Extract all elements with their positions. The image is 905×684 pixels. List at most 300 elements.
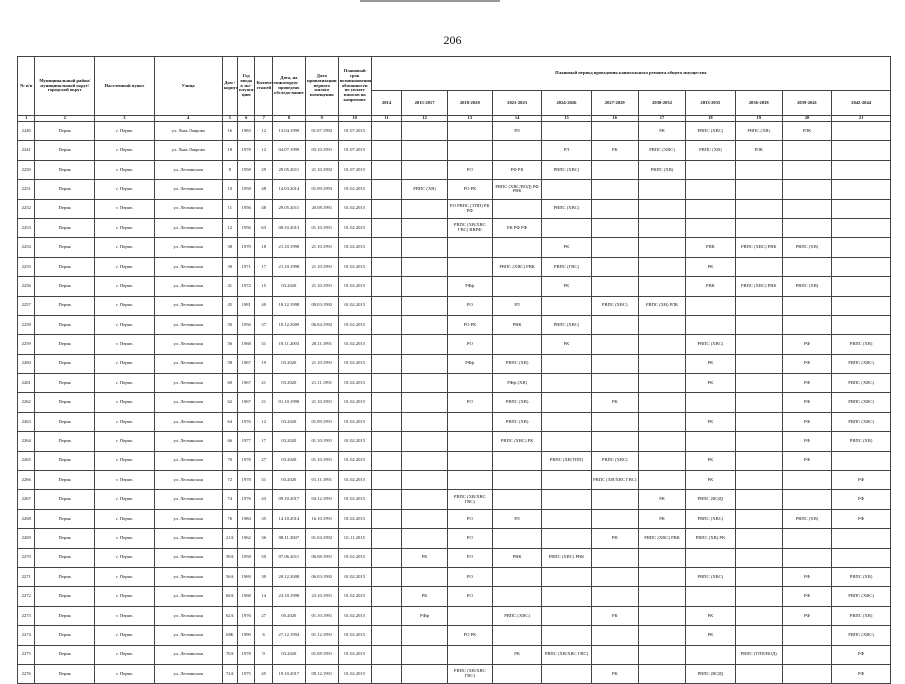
table-cell: РВПС (ХВС) (832, 412, 891, 431)
table-cell: РФф (447, 277, 492, 296)
table-cell (371, 626, 402, 645)
column-number: 18 (686, 116, 735, 122)
table-cell: ул. Лесвинская (154, 606, 222, 625)
table-cell: РО (447, 509, 492, 528)
table-cell: 1958 (238, 160, 255, 179)
table-cell: 2270 (18, 548, 35, 567)
table-cell (591, 626, 638, 645)
table-cell: Пермь (35, 160, 95, 179)
table-cell: Пермь (35, 315, 95, 334)
table-row (18, 471, 891, 490)
table-cell: Пермь (35, 587, 95, 606)
table-cell: 56 (222, 335, 237, 354)
table-cell: 48 (255, 199, 272, 218)
table-cell: 29 (255, 160, 272, 179)
table-row (18, 141, 891, 160)
table-cell: 21.11.1991 (305, 374, 338, 393)
table-cell (686, 315, 735, 334)
table-row (18, 218, 891, 237)
table-cell: РЛ (492, 122, 541, 141)
table-cell: 72А (222, 664, 237, 683)
table-cell: РВПС (ХВ) (832, 335, 891, 354)
table-cell: 2252 (18, 199, 35, 218)
table-cell: РФ (782, 432, 831, 451)
table-cell (591, 238, 638, 257)
table-cell: 01.02.2015 (338, 238, 371, 257)
table-cell: Пермь (35, 548, 95, 567)
table-cell: 12 (255, 141, 272, 160)
table-cell (447, 141, 492, 160)
table-cell: 03.2020 (272, 645, 305, 664)
column-number: 19 (735, 116, 782, 122)
table-cell: РВПС (ХВ) (492, 354, 541, 373)
table-cell (735, 529, 782, 548)
table-cell: Пермь (35, 626, 95, 645)
table-cell: 21.10.1991 (305, 238, 338, 257)
table-cell (782, 626, 831, 645)
column-number: 12 (402, 116, 447, 122)
table-cell: 09.03.1992 (305, 296, 338, 315)
table-cell: г. Пермь (95, 548, 155, 567)
table-cell: РК (492, 645, 541, 664)
column-number: 7 (255, 116, 272, 122)
table-cell (591, 257, 638, 276)
table-cell: г. Пермь (95, 626, 155, 645)
table-cell: РЛ (542, 141, 591, 160)
table-cell: 70А (222, 645, 237, 664)
table-cell (371, 412, 402, 431)
table-cell: 27 (255, 451, 272, 470)
table-cell: РК (686, 354, 735, 373)
table-cell: РК (591, 664, 638, 683)
table-cell (402, 218, 447, 237)
table-cell: 40 (255, 296, 272, 315)
table-cell (638, 412, 685, 431)
table-cell: РК (591, 606, 638, 625)
table-cell: 18.12.1998 (272, 296, 305, 315)
table-cell (492, 626, 541, 645)
table-cell: Пермь (35, 180, 95, 199)
table-cell (832, 160, 891, 179)
table-row (18, 548, 891, 567)
table-cell: г. Пермь (95, 509, 155, 528)
table-cell: 21.10.1991 (305, 277, 338, 296)
table-cell: 2265 (18, 451, 35, 470)
table-cell: РК (686, 471, 735, 490)
column-number: 6 (238, 116, 255, 122)
table-cell: ул. Лесвинская (154, 257, 222, 276)
table-cell (782, 141, 831, 160)
table-cell (735, 626, 782, 645)
table-cell (686, 587, 735, 606)
table-cell: 08.11.2007 (272, 529, 305, 548)
table-cell: 2271 (18, 567, 35, 586)
table-cell: РВПС (ХВС) (832, 587, 891, 606)
table-cell (735, 296, 782, 315)
table-cell: г. Пермь (95, 664, 155, 683)
table-cell: 08.10.2013 (272, 218, 305, 237)
table-cell: РВПС (ВОД) (686, 664, 735, 683)
table-cell: Пермь (35, 238, 95, 257)
table-cell: 1976 (238, 412, 255, 431)
table-cell (447, 412, 492, 431)
table-cell (371, 257, 402, 276)
table-cell: ул. Лесвинская (154, 412, 222, 431)
table-cell: ул. Лесвинская (154, 509, 222, 528)
table-cell: 1976 (238, 606, 255, 625)
table-cell: ул. Лесвинская (154, 664, 222, 683)
table-cell (492, 238, 541, 257)
table-cell: 01.02.2015 (338, 296, 371, 315)
table-cell (638, 606, 685, 625)
table-cell: 01.02.2015 (338, 432, 371, 451)
header-row-number: № п/п (18, 57, 35, 116)
table-cell: г. Пермь (95, 490, 155, 509)
table-cell: ул. Лесвинская (154, 587, 222, 606)
table-cell (402, 199, 447, 218)
column-number: 4 (154, 116, 222, 122)
table-cell: 62А (222, 606, 237, 625)
table-cell: 20.12.2008 (272, 567, 305, 586)
table-cell: РК (638, 509, 685, 528)
column-number: 3 (95, 116, 155, 122)
table-cell: РК (591, 141, 638, 160)
table-cell: РВПС (ГВС) (542, 257, 591, 276)
table-cell (371, 471, 402, 490)
table-row (18, 490, 891, 509)
table-cell (402, 626, 447, 645)
table-cell: 6 (255, 626, 272, 645)
table-cell: 03.2020 (272, 277, 305, 296)
table-cell (638, 354, 685, 373)
table-cell: 01.10.1998 (272, 393, 305, 412)
table-cell: 31 (255, 335, 272, 354)
table-cell: ул. Лесвинская (154, 529, 222, 548)
table-cell (686, 296, 735, 315)
table-cell (402, 645, 447, 664)
table-cell (735, 412, 782, 431)
table-cell (591, 122, 638, 141)
table-cell (638, 218, 685, 237)
table-cell (735, 451, 782, 470)
table-cell: 2253 (18, 218, 35, 237)
table-cell: ул. Лесвинская (154, 354, 222, 373)
table-cell (542, 296, 591, 315)
table-cell: г. Пермь (95, 529, 155, 548)
table-cell: 2273 (18, 606, 35, 625)
table-cell: 2263 (18, 412, 35, 431)
column-number: 15 (542, 116, 591, 122)
header-period: 2036-2038 (735, 91, 782, 116)
table-cell (832, 141, 891, 160)
table-cell: РФ (591, 529, 638, 548)
table-cell: г. Пермь (95, 393, 155, 412)
table-cell: 01.02.2015 (338, 218, 371, 237)
table-cell: 01.10.1991 (305, 451, 338, 470)
table-cell (542, 664, 591, 683)
table-cell: 01.02.2015 (338, 509, 371, 528)
table-cell: 16.10.1991 (305, 509, 338, 528)
table-cell: 27 (255, 606, 272, 625)
table-cell (782, 296, 831, 315)
table-cell: 01.02.2015 (338, 180, 371, 199)
table-cell: 01.07.2015 (338, 141, 371, 160)
table-cell: 03.2020 (272, 412, 305, 431)
table-cell (542, 529, 591, 548)
table-cell: г. Пермь (95, 471, 155, 490)
table-cell: 35 (255, 509, 272, 528)
table-cell: 01.02.2015 (338, 548, 371, 567)
table-cell: 74 (222, 490, 237, 509)
column-number: 8 (272, 116, 305, 122)
table-cell: РВПС (ХВ) (832, 606, 891, 625)
table-cell: Пермь (35, 529, 95, 548)
table-cell: РФ (782, 374, 831, 393)
table-cell: 04.07.1999 (272, 141, 305, 160)
table-cell: 23.10.1991 (305, 587, 338, 606)
table-cell (447, 257, 492, 276)
table-cell (832, 257, 891, 276)
table-cell (782, 490, 831, 509)
header-floors: Количество этажей (255, 57, 272, 116)
table-cell: РВПС (ХВС/ВОД) РФ РВК (492, 180, 541, 199)
table-cell (402, 490, 447, 509)
table-cell (591, 218, 638, 237)
table-cell: 38 (222, 238, 237, 257)
table-cell (735, 587, 782, 606)
table-cell: 2276 (18, 664, 35, 683)
table-cell (371, 567, 402, 586)
table-cell: Пермь (35, 277, 95, 296)
table-cell (591, 354, 638, 373)
table-cell (782, 257, 831, 276)
table-cell (832, 199, 891, 218)
table-cell (735, 180, 782, 199)
table-cell: 45 (255, 664, 272, 683)
table-row (18, 160, 891, 179)
table-cell (402, 141, 447, 160)
table-cell: 1984 (238, 509, 255, 528)
table-cell (638, 199, 685, 218)
table-cell: 1975 (238, 664, 255, 683)
table-cell: 01.10.1991 (305, 432, 338, 451)
table-cell (686, 218, 735, 237)
table-cell (591, 509, 638, 528)
table-cell: 36 (255, 529, 272, 548)
column-number: 13 (447, 116, 492, 122)
table-row (18, 335, 891, 354)
table-cell (542, 218, 591, 237)
table-cell: Пермь (35, 490, 95, 509)
table-cell (638, 315, 685, 334)
table-cell: 14.03.2014 (272, 180, 305, 199)
table-cell (371, 141, 402, 160)
table-cell: 01.11.1991 (305, 471, 338, 490)
table-cell (638, 257, 685, 276)
table-cell: Пермь (35, 393, 95, 412)
table-cell: 16 (222, 122, 237, 141)
table-cell: 1977 (238, 432, 255, 451)
table-cell: 2254 (18, 238, 35, 257)
table-cell: РВПС (ХВ/ТПП) (542, 451, 591, 470)
table-cell: Пермь (35, 257, 95, 276)
table-cell (371, 199, 402, 218)
table-cell: 17 (255, 257, 272, 276)
table-cell: РВК (492, 548, 541, 567)
table-cell: 18.12.2009 (272, 315, 305, 334)
table-cell (638, 471, 685, 490)
table-cell (402, 509, 447, 528)
table-cell: ул. Лесвинская (154, 393, 222, 412)
table-cell: Пермь (35, 354, 95, 373)
table-cell: 05.2020 (272, 606, 305, 625)
table-cell (686, 548, 735, 567)
table-cell (735, 335, 782, 354)
table-cell: 15 (255, 277, 272, 296)
table-cell: РВПС (ХВС) (492, 606, 541, 625)
table-cell: РВК (686, 277, 735, 296)
table-cell: ул. Лесвинская (154, 451, 222, 470)
table-cell: г. Пермь (95, 645, 155, 664)
table-cell (402, 277, 447, 296)
table-cell: 31 (255, 471, 272, 490)
table-cell: 2266 (18, 471, 35, 490)
table-cell: 18 (222, 141, 237, 160)
table-cell (371, 374, 402, 393)
table-cell (542, 122, 591, 141)
table-cell (591, 160, 638, 179)
table-cell (638, 451, 685, 470)
table-cell: 1978 (238, 451, 255, 470)
table-cell (402, 374, 447, 393)
table-cell: 06.04.1992 (305, 315, 338, 334)
table-cell (832, 238, 891, 257)
table-row (18, 664, 891, 683)
table-cell: 18 (255, 238, 272, 257)
header-period: 2039-2041 (782, 91, 831, 116)
table-cell: РВПС (ХВС) (542, 160, 591, 179)
table-row (18, 509, 891, 528)
table-cell: 68Б (222, 626, 237, 645)
table-cell: РЛ (492, 509, 541, 528)
table-cell: Пермь (35, 296, 95, 315)
table-cell: 01.02.2015 (338, 587, 371, 606)
table-cell: 2268 (18, 509, 35, 528)
table-row (18, 354, 891, 373)
table-cell: 07.06.2011 (272, 548, 305, 567)
table-cell: 45 (222, 296, 237, 315)
table-cell: 04.12.1991 (305, 490, 338, 509)
table-row (18, 645, 891, 664)
table-cell (492, 490, 541, 509)
table-cell: 50 (222, 315, 237, 334)
table-cell: 2257 (18, 296, 35, 315)
table-cell: 2275 (18, 645, 35, 664)
table-cell: Пермь (35, 432, 95, 451)
table-cell: 2262 (18, 393, 35, 412)
table-cell (371, 296, 402, 315)
column-number: 9 (305, 116, 338, 122)
table-cell: 01.10.1991 (305, 218, 338, 237)
table-cell: 21 (255, 374, 272, 393)
table-cell: 1983 (238, 122, 255, 141)
table-cell (782, 218, 831, 237)
table-cell (638, 548, 685, 567)
header-period: 2014 (371, 91, 402, 116)
table-cell (782, 529, 831, 548)
table-cell: Пермь (35, 606, 95, 625)
table-cell: РВПС (ХВС) (686, 122, 735, 141)
table-cell: РФф (402, 606, 447, 625)
table-cell (447, 451, 492, 470)
table-cell: г. Пермь (95, 606, 155, 625)
page-number: 206 (443, 33, 462, 47)
table-cell: 60 (222, 374, 237, 393)
table-cell (638, 180, 685, 199)
table-cell: г. Пермь (95, 354, 155, 373)
table-cell (371, 548, 402, 567)
column-number: 5 (222, 116, 237, 122)
table-cell (638, 335, 685, 354)
table-cell: РК (638, 490, 685, 509)
table-cell: РВПС (ХВС) РВК (542, 548, 591, 567)
table-cell (402, 393, 447, 412)
header-period-group: Плановый период проведения капитального ремонта общего имущества (371, 57, 890, 91)
table-cell (735, 490, 782, 509)
table-cell: РВПС (ХВ) (782, 238, 831, 257)
table-cell: РВК (686, 238, 735, 257)
table-cell: Пермь (35, 645, 95, 664)
table-cell: РФ (832, 645, 891, 664)
table-cell: РО (447, 393, 492, 412)
table-cell (402, 238, 447, 257)
table-cell (638, 645, 685, 664)
table-cell: РФ (832, 471, 891, 490)
table-cell: РВПС (ВОД) (686, 490, 735, 509)
table-cell (832, 277, 891, 296)
table-cell: 19.10.2017 (272, 664, 305, 683)
table-cell (492, 529, 541, 548)
table-row (18, 257, 891, 276)
table-cell: 18.11.2003 (272, 335, 305, 354)
table-cell (591, 277, 638, 296)
table-cell (371, 354, 402, 373)
table-cell (371, 509, 402, 528)
table-cell: 70 (222, 451, 237, 470)
table-row (18, 393, 891, 412)
table-cell: г. Пермь (95, 199, 155, 218)
table-cell (542, 412, 591, 431)
top-edge-mark (360, 0, 500, 2)
header-period: 2033-2035 (686, 91, 735, 116)
table-cell: РВПС (ХВ) (832, 567, 891, 586)
table-cell: ул. Лесвинская (154, 567, 222, 586)
table-cell: 1968 (238, 335, 255, 354)
table-cell: 37 (255, 315, 272, 334)
table-cell: 01.07.2015 (338, 122, 371, 141)
table-cell: 1971 (238, 257, 255, 276)
header-period: 2024-2026 (542, 91, 591, 116)
table-row (18, 374, 891, 393)
table-cell: Пермь (35, 509, 95, 528)
table-cell: 2251 (18, 180, 35, 199)
table-cell (371, 335, 402, 354)
table-cell: 01.02.2015 (338, 471, 371, 490)
table-cell (371, 645, 402, 664)
table-cell: РК (686, 626, 735, 645)
table-cell: 2269 (18, 529, 35, 548)
table-cell: 1967 (238, 354, 255, 373)
